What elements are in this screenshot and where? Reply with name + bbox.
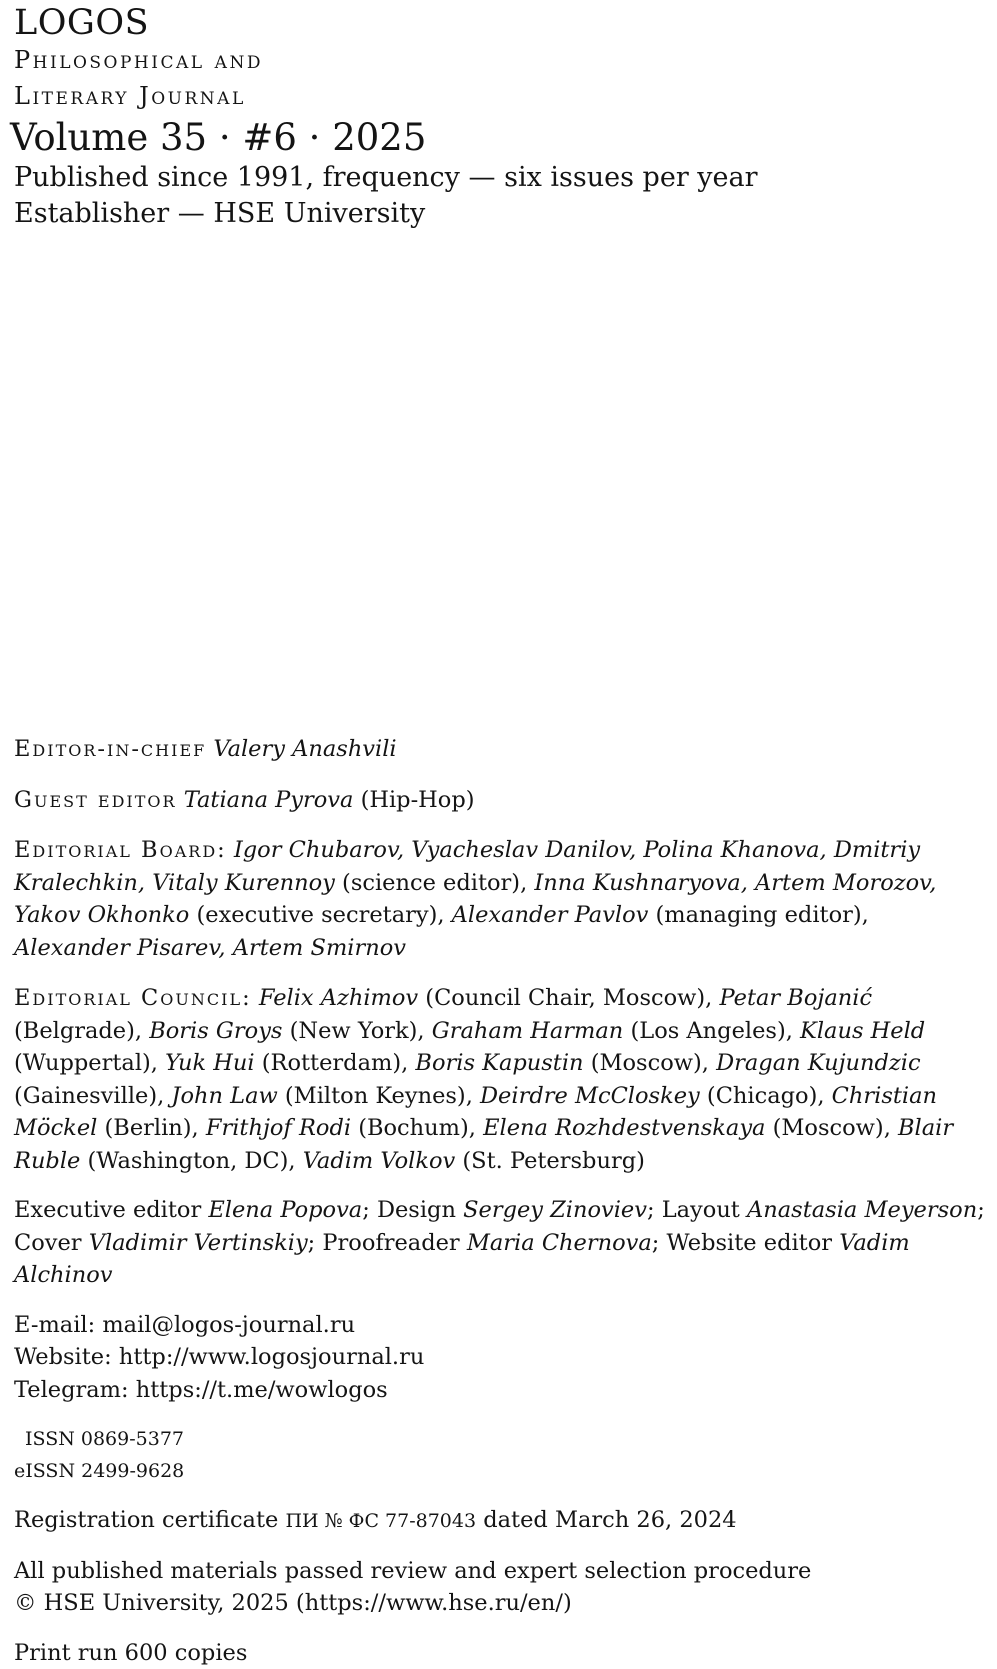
editor-in-chief-name: Valery Anashvili: [213, 736, 396, 762]
guest-editor-name: Tatiana Pyrova: [184, 787, 354, 813]
contact-telegram[interactable]: Telegram: https://t.me/wowlogos: [14, 1374, 989, 1407]
contacts: [14, 1309, 989, 1407]
staff-credits: [14, 1194, 989, 1292]
masthead: [14, 4, 974, 232]
editor-in-chief-label: Editor-in-chief: [14, 736, 206, 762]
editorial-board-role-1: (science editor),: [342, 870, 527, 896]
editorial-board-label: Editorial Board:: [14, 837, 227, 863]
staff-item: Cover Vladimir Vertinskiy;: [14, 1230, 322, 1256]
editorial-board-role-2: (executive secretary),: [197, 902, 445, 928]
editorial-council: [14, 982, 989, 1177]
council-member: Klaus Held (Wuppertal),: [14, 1018, 925, 1077]
staff-item: Design Sergey Zinoviev;: [377, 1197, 662, 1223]
establisher: Establisher — HSE University: [14, 196, 974, 232]
council-member: Frithjof Rodi (Bochum),: [206, 1115, 483, 1141]
registration-number: ПИ № ФС 77-87043: [285, 1510, 476, 1532]
editorial-board-members-2: Inna Kushnaryova, Artem Morozov, Yakov Okhonko: [14, 870, 936, 929]
journal-subtitle-line-2: Literary Journal: [14, 78, 974, 114]
council-member: Dragan Kujundzic (Gainesville),: [14, 1050, 921, 1109]
council-member: Petar Bojanić (Belgrade),: [14, 985, 872, 1044]
copyright: © HSE University, 2025 (https://www.hse.ru/en/): [14, 1587, 989, 1620]
contact-website[interactable]: Website: http://www.logosjournal.ru: [14, 1341, 989, 1374]
review-copyright: [14, 1555, 989, 1620]
council-member: Elena Rozhdestvenskaya (Moscow),: [483, 1115, 898, 1141]
council-member: Graham Harman (Los Angeles),: [432, 1018, 800, 1044]
issn-print: ISSN 0869-5377: [14, 1423, 989, 1455]
council-member: Vadim Volkov (St. Petersburg): [303, 1148, 645, 1174]
editorial-board: [14, 834, 989, 964]
council-member: Boris Kapustin (Moscow),: [415, 1050, 716, 1076]
staff-item: Executive editor Elena Popova;: [14, 1197, 377, 1223]
issn-electronic: eISSN 2499-9628: [14, 1455, 989, 1487]
staff-item: Website editor Vadim Alchinov: [14, 1230, 910, 1289]
guest-editor-note: (Hip-Hop): [361, 787, 475, 813]
volume-issue: Volume 35 · #6 · 2025: [10, 116, 974, 160]
guest-editor-label: Guest editor: [14, 787, 177, 813]
registration-certificate: Registration certificate ПИ № ФС 77-87043 dated March 26, 2024: [14, 1504, 989, 1538]
editorial-board-role-3: (managing editor),: [656, 902, 869, 928]
review-statement: All published materials passed review and expert selection procedure: [14, 1555, 989, 1588]
publication-frequency: Published since 1991, frequency — six issues per year: [14, 160, 974, 196]
journal-logo: LOGOS: [14, 4, 974, 42]
guest-editor: [14, 784, 989, 817]
journal-subtitle-line-1: Philosophical and: [14, 42, 974, 78]
council-member: Christian Möckel (Berlin),: [14, 1083, 937, 1142]
council-member: Deirdre McCloskey (Chicago),: [480, 1083, 832, 1109]
editorial-board-members-4: Alexander Pisarev, Artem Smirnov: [14, 935, 406, 961]
council-member: Felix Azhimov (Council Chair, Moscow),: [259, 985, 720, 1011]
editor-in-chief: [14, 733, 989, 766]
staff-item: Layout Anastasia Meyerson;: [662, 1197, 985, 1223]
council-member: Blair Ruble (Washington, DC),: [14, 1115, 953, 1174]
editorial-council-label: Editorial Council:: [14, 985, 252, 1011]
contact-email[interactable]: E-mail: mail@logos-journal.ru: [14, 1309, 989, 1342]
council-member: John Law (Milton Keynes),: [171, 1083, 480, 1109]
credits-block: [14, 733, 989, 1669]
council-member: Yuk Hui (Rotterdam),: [165, 1050, 415, 1076]
editorial-board-members-1: Igor Chubarov, Vyacheslav Danilov, Polina Khanova, Dmitriy Kralechkin, Vitaly Kurennoy: [14, 837, 920, 896]
print-run: Print run 600 copies: [14, 1637, 989, 1669]
council-member: Boris Groys (New York),: [149, 1018, 432, 1044]
issn-block: [14, 1423, 989, 1487]
editorial-board-members-3: Alexander Pavlov: [452, 902, 649, 928]
staff-item: Proofreader Maria Chernova;: [322, 1230, 666, 1256]
